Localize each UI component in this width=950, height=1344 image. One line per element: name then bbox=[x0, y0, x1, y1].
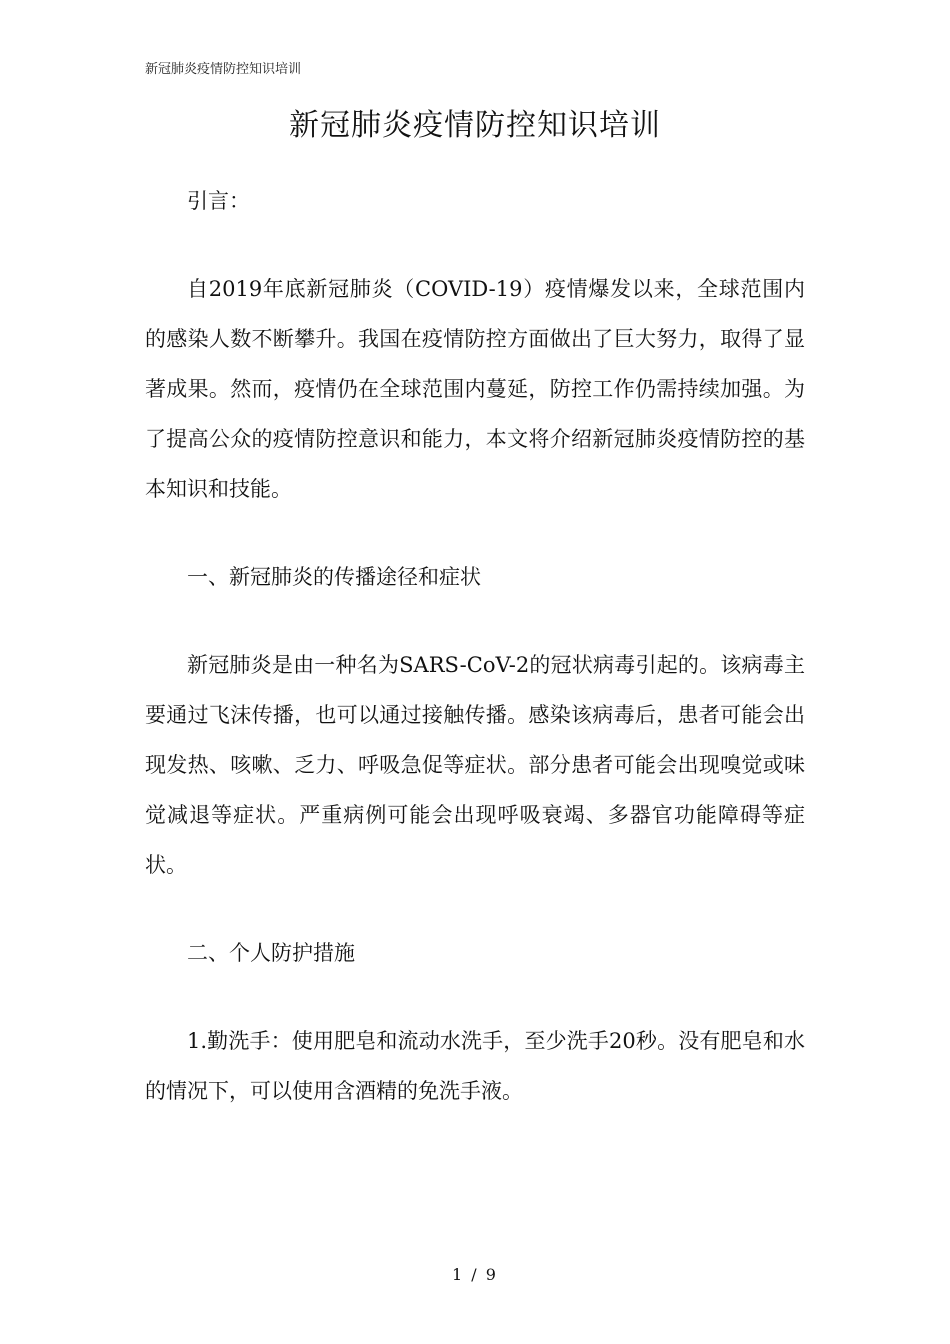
section1-heading: 一、新冠肺炎的传播途径和症状 bbox=[187, 565, 481, 589]
intro-heading: 引言： bbox=[187, 189, 250, 213]
page-number: 1 / 9 bbox=[452, 1265, 498, 1284]
running-header: 新冠肺炎疫情防控知识培训 bbox=[145, 62, 302, 77]
section2-heading: 二、个人防护措施 bbox=[187, 941, 355, 965]
section1-paragraph: 新冠肺炎是由一种名为SARS-CoV-2的冠状病毒引起的。该病毒主要通过飞沫传播，也可以通过接触传播。感染该病毒后，患者可能会出现发热、咳嗽、乏力、呼吸急促等症状。部分患者可能会出现嗅觉或味觉减退等症状。严重病例可能会出现呼吸衰竭、多器官功能障碍等症状。 bbox=[145, 653, 805, 877]
intro-paragraph: 自2019年底新冠肺炎（COVID-19）疫情爆发以来，全球范围内的感染人数不断攀升。我国在疫情防控方面做出了巨大努力，取得了显著成果。然而，疫情仍在全球范围内蔓延，防控工作仍需持续加强。为了提高公众的疫情防控意识和能力，本文将介绍新冠肺炎疫情防控的基本知识和技能。 bbox=[145, 277, 805, 501]
document-title: 新冠肺炎疫情防控知识培训 bbox=[289, 108, 661, 143]
document-body bbox=[145, 176, 805, 1116]
section2-item-1: 1.勤洗手：使用肥皂和流动水洗手，至少洗手20秒。没有肥皂和水的情况下，可以使用含酒精的免洗手液。 bbox=[145, 1029, 805, 1103]
